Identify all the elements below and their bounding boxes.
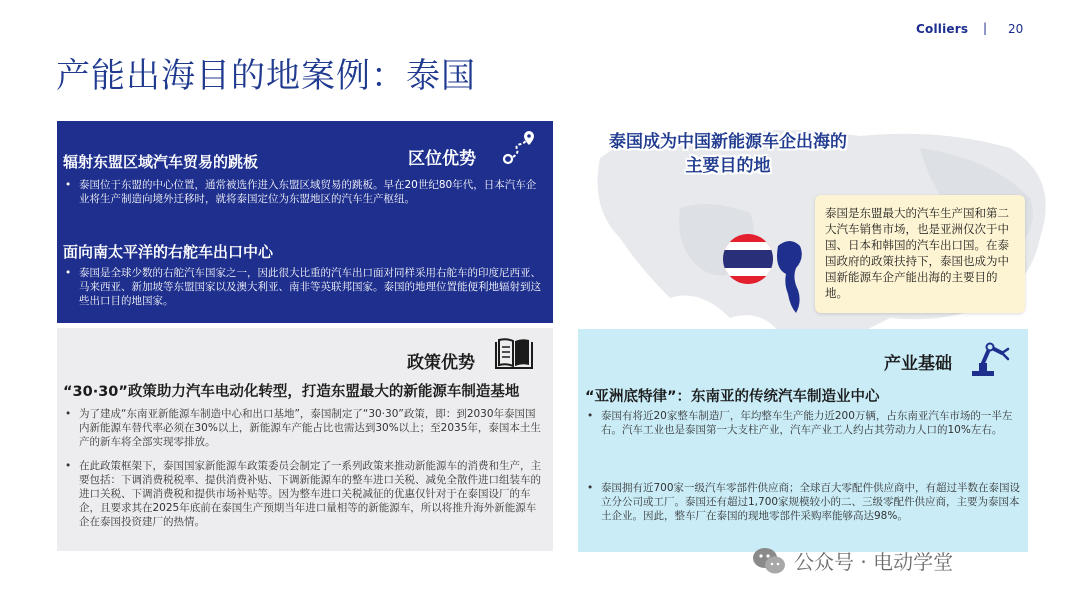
policy-book-icon (494, 336, 534, 372)
watermark (752, 546, 953, 575)
header-separator: | (983, 21, 988, 35)
location-bullets-1 (63, 178, 543, 206)
location-heading-1: 辐射东盟区域汽车贸易的跳板 (63, 153, 259, 171)
page-number: 20 (1008, 22, 1024, 36)
callout-text: 泰国是东盟最大的汽车生产国和第二大汽车销售市场，也是亚洲仅次于中国、日本和韩国的汽车出口国。在泰国政府的政策扶持下，泰国也成为中国新能源车企产能出海的主要目的地。 (825, 206, 1009, 300)
list-item: • 泰国有将近20家整车制造厂，年均整车生产能力近200万辆，占东南亚汽车市场的一半左右。汽车工业也是泰国第一大支柱产业，汽车产业工人约占其劳动力人口的10%左右。 (587, 410, 1013, 436)
policy-heading: “30·30”政策助力汽车电动化转型，打造东盟最大的新能源车制造基地 (63, 384, 520, 400)
page-title: 产能出海目的地案例：泰国 (56, 56, 476, 96)
route-pin-icon (499, 129, 539, 169)
list-item: • 泰国拥有近700家一级汽车零部件供应商；全球百大零配件供应商中，有超过半数在泰国设立分公司或工厂。泰国还有超过1,700家规模较小的二、三级零配件供应商，主要为泰国本土企业。因此，整车厂在泰国的现地零部件采购率能够高达98%。 (587, 482, 1021, 522)
location-heading-2: 面向南太平洋的右舵车出口中心 (63, 243, 274, 261)
wechat-icon (752, 547, 786, 575)
watermark-text: 公众号 · 电动学堂 (794, 550, 954, 574)
industry-header: 产业基础 (884, 354, 952, 374)
location-bullets-2 (63, 266, 543, 308)
brand-logo-text: Colliers (916, 22, 969, 36)
policy-advantage-panel (57, 328, 553, 551)
list-item: • 泰国是全球少数的右舵汽车国家之一，因此很大比重的汽车出口面对同样采用右舵车的印度尼西亚、马来西亚、新加坡等东盟国家以及澳大利亚、南非等英联邦国家。泰国的地理位置能便利地辐射到这些出口目的地国家。 (65, 267, 541, 307)
location-header: 区位优势 (408, 149, 476, 169)
location-advantage-panel (57, 121, 553, 323)
industry-bullet-1 (585, 409, 1021, 437)
thailand-flag-icon (722, 233, 774, 285)
policy-bullet-2 (63, 459, 545, 529)
policy-header: 政策优势 (407, 353, 475, 373)
map-title: 泰国成为中国新能源车企出海的主要目的地 (609, 132, 847, 176)
list-item: • 为了建成“东南亚新能源车制造中心和出口基地”，泰国制定了“30·30”政策，即：到2030年泰国国内新能源车替代率必须在30%以上，新能源车产能占比也需达到30%以上；至2035年，泰国本土生产的新车将全部实现零排放。 (65, 408, 541, 448)
robot-arm-icon (968, 337, 1012, 377)
industry-heading: “亚洲底特律”：东南亚的传统汽车制造业中心 (585, 389, 880, 405)
industry-foundation-panel (578, 329, 1028, 552)
list-item: • 泰国位于东盟的中心位置，通常被选作进入东盟区域贸易的跳板。早在20世纪80年代，日本汽车企业将生产制造向境外迁移时，就将泰国定位为东盟地区的汽车生产枢纽。 (65, 179, 537, 205)
list-item: • 在此政策框架下，泰国国家新能源车政策委员会制定了一系列政策来推动新能源车的消费和生产，主要包括：下调消费税税率、提供消费补贴、下调新能源车的整车进口关税、减免全散件进口组装车的进口关税、下调消费税和提供市场补贴等。因为整车进口关税减征的优惠仅针对于在泰国设厂的车企，且要求其在2025年底前在泰国生产预期当年进口量相等的新能源车，所以将推升海外新能源车企在泰国投资建厂的热情。 (65, 460, 541, 528)
thailand-callout (815, 195, 1025, 313)
industry-bullet-2 (585, 481, 1021, 523)
policy-bullet-1 (63, 407, 545, 449)
